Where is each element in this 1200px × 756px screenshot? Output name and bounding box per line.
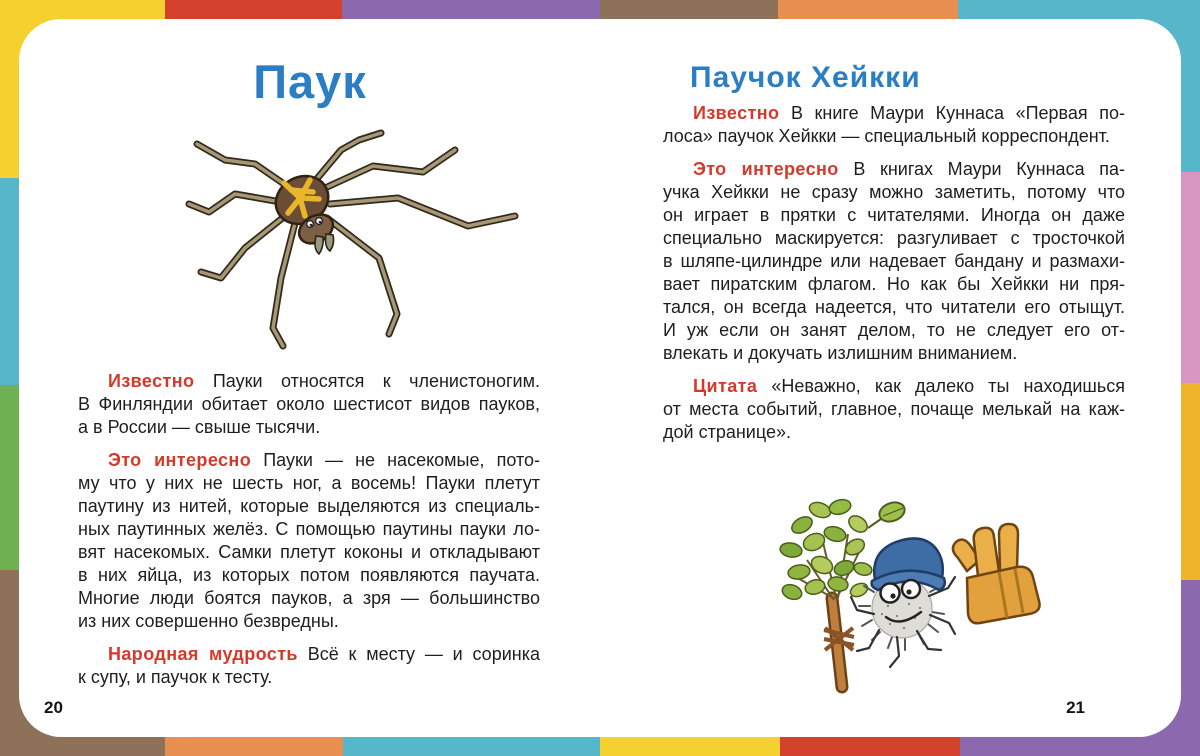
- line-text: Всё к месту — и соринка: [307, 644, 540, 664]
- line-text: Пауки — не насекомые, пото-: [263, 450, 540, 470]
- sauna-mitt: [953, 524, 1040, 623]
- text-line: в них яйца, из которых потом появляются паучата.: [78, 565, 540, 585]
- text-line: ных паутинных желёз. С помощью паутины пауки ло-: [78, 519, 540, 539]
- text-line: а в России — свыше тысячи.: [78, 417, 321, 437]
- text-line: вят насекомых. Самки плетут коконы и откладывают: [78, 542, 540, 562]
- right-page-number: 21: [1066, 698, 1085, 717]
- line-text: Пауки относятся к членистоногим.: [212, 371, 540, 391]
- text-line: влекать и докучать излишним вниманием.: [663, 343, 1018, 363]
- text-line: специально маскируется: разгуливает с тросточкой: [663, 228, 1125, 248]
- section-label: Это интересно: [693, 159, 839, 179]
- line-text: В книгах Маури Куннаса па-: [853, 159, 1125, 179]
- line-text: «Неважно, как далеко ты находишься: [771, 376, 1125, 396]
- section-label: Цитата: [693, 376, 758, 396]
- text-line: паутину из нитей, которые выделяются из специаль-: [78, 496, 540, 516]
- paragraph: [78, 449, 540, 633]
- heikki-character: [851, 538, 955, 667]
- paragraph: [78, 370, 540, 439]
- text-line: он играет в прятки с читателями. Иногда он даже: [663, 205, 1125, 225]
- section-label: Народная мудрость: [108, 644, 298, 664]
- text-line: В Финляндии обитает около шестисот видов пауков,: [78, 394, 540, 414]
- paragraph: [78, 643, 540, 689]
- text-line: тался, он всегда надеется, что читатели его отыщут.: [663, 297, 1125, 317]
- text-line: учка Хейкки не сразу можно заметить, потому что: [663, 182, 1125, 202]
- text-line: лоса» паучок Хейкки — специальный корреспондент.: [663, 126, 1110, 146]
- floating-leaf: [868, 499, 907, 528]
- line-text: В книге Маури Куннаса «Первая по-: [790, 103, 1125, 123]
- section-label: Это интересно: [108, 450, 252, 470]
- right-page-title: Паучок Хейкки: [690, 61, 921, 94]
- paragraph: [663, 158, 1125, 365]
- text-line: дой странице».: [663, 422, 791, 442]
- text-line: [663, 158, 1125, 181]
- paragraph: [663, 375, 1125, 444]
- birch-whisk: [779, 497, 873, 687]
- text-line: му что у них не шесть ног, а восемь! Пауки плетут: [78, 473, 540, 493]
- heikki-illustration: [762, 480, 1067, 700]
- section-label: Известно: [693, 103, 780, 123]
- text-line: [78, 449, 540, 472]
- text-line: в шляпе-цилиндре или надевает бандану и размахи-: [663, 251, 1125, 271]
- spider-legs-outline: [189, 133, 515, 346]
- spider-illustration: [183, 126, 523, 366]
- left-page-text: [78, 370, 540, 689]
- section-label: Известно: [108, 371, 195, 391]
- text-line: Многие люди боятся пауков, а зря — большинство: [78, 588, 540, 608]
- left-page-title: Паук: [253, 55, 367, 108]
- text-line: из них совершенно безвредны.: [78, 611, 339, 631]
- text-line: [78, 643, 540, 666]
- text-line: вает пиратским флагом. Но как бы Хейкки ни пря-: [663, 274, 1125, 294]
- paragraph: [663, 102, 1125, 148]
- text-line: И уж если он занят делом, то не следует его от-: [663, 320, 1125, 340]
- text-line: [663, 102, 1125, 125]
- text-line: [663, 375, 1125, 398]
- text-line: [78, 370, 540, 393]
- right-page-text: [663, 102, 1125, 444]
- text-line: к супу, и паучок к тесту.: [78, 667, 273, 687]
- left-page-number: 20: [44, 698, 63, 717]
- text-line: от места событий, главное, почаще мелькай на каж-: [663, 399, 1125, 419]
